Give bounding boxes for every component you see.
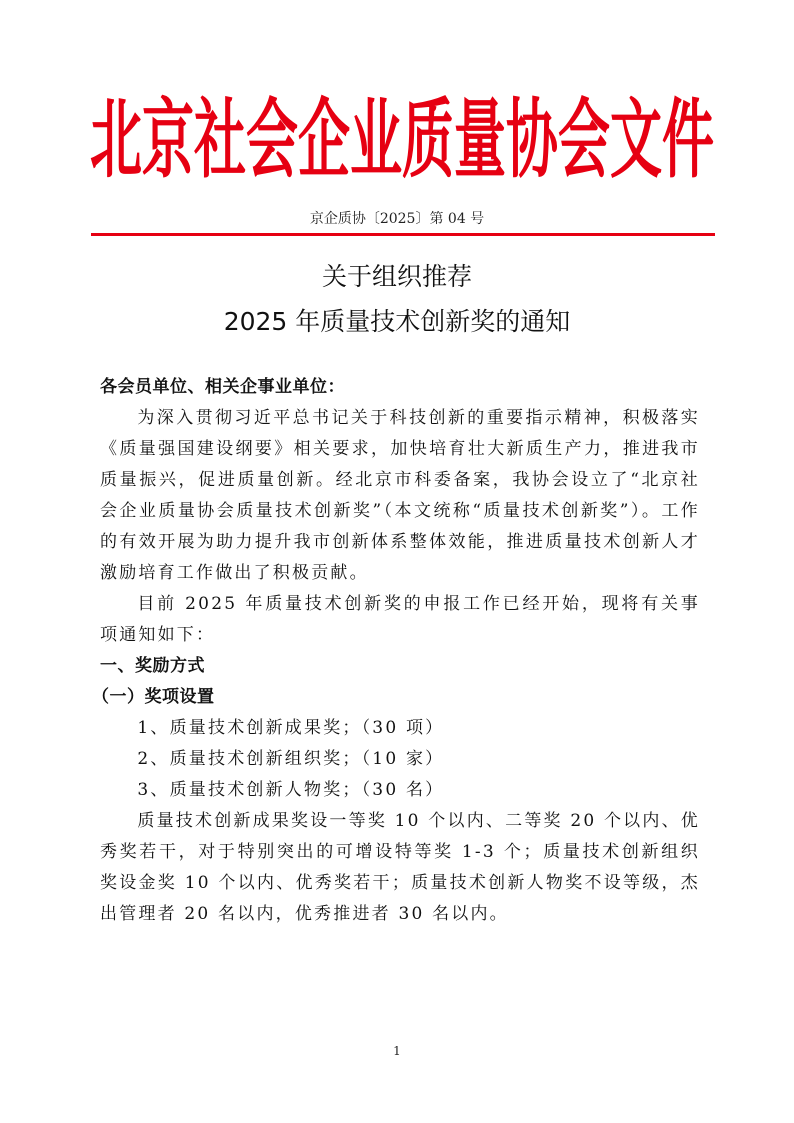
paragraph-award-details: 质量技术创新成果奖设一等奖 10 个以内、二等奖 20 个以内、优秀奖若干，对于特别突出的可增设特等奖 1-3 个；质量技术创新组织奖设金奖 10 个以内、优秀奖若干；质量技术创新人物奖不设等级，杰出管理者 20 名以内，优秀推进者 30 名以内。 — [100, 811, 700, 924]
subsection-heading-award-setup: （一）奖项设置 — [92, 687, 215, 707]
section-heading-award-method: 一、奖励方式 — [100, 656, 205, 676]
award-item: 2、质量技术创新组织奖；（10 家） — [137, 749, 445, 769]
page-number: 1 — [393, 1044, 401, 1058]
salutation: 各会员单位、相关企事业单位： — [100, 377, 345, 397]
paragraph-intro: 为深入贯彻习近平总书记关于科技创新的重要指示精神，积极落实《质量强国建设纲要》相关要求，加快培育壮大新质生产力，推进我市质量振兴，促进质量创新。经北京市科委备案，我协会设立了“北京社会企业质量协会质量技术创新奖”（本文统称“质量技术创新奖”）。工作的有效开展为助力提升我市创新体系整体效能，推进质量技术创新人才激励培育工作做出了积极贡献。 — [100, 408, 700, 583]
red-divider-line — [91, 233, 715, 236]
award-item: 3、质量技术创新人物奖；（30 名） — [137, 780, 445, 800]
document-number: 京企质协〔2025〕第 04 号 — [309, 211, 485, 227]
notice-title-line-2: 2025 年质量技术创新奖的通知 — [223, 307, 571, 336]
notice-title-line-1: 关于组织推荐 — [321, 262, 472, 291]
paragraph-announcement: 目前 2025 年质量技术创新奖的申报工作已经开始，现将有关事项通知如下： — [100, 594, 700, 645]
notice-body — [92, 372, 700, 930]
award-item: 1、质量技术创新成果奖；（30 项） — [137, 718, 445, 738]
masthead-title: 北京社会企业质量协会文件 — [90, 91, 715, 191]
